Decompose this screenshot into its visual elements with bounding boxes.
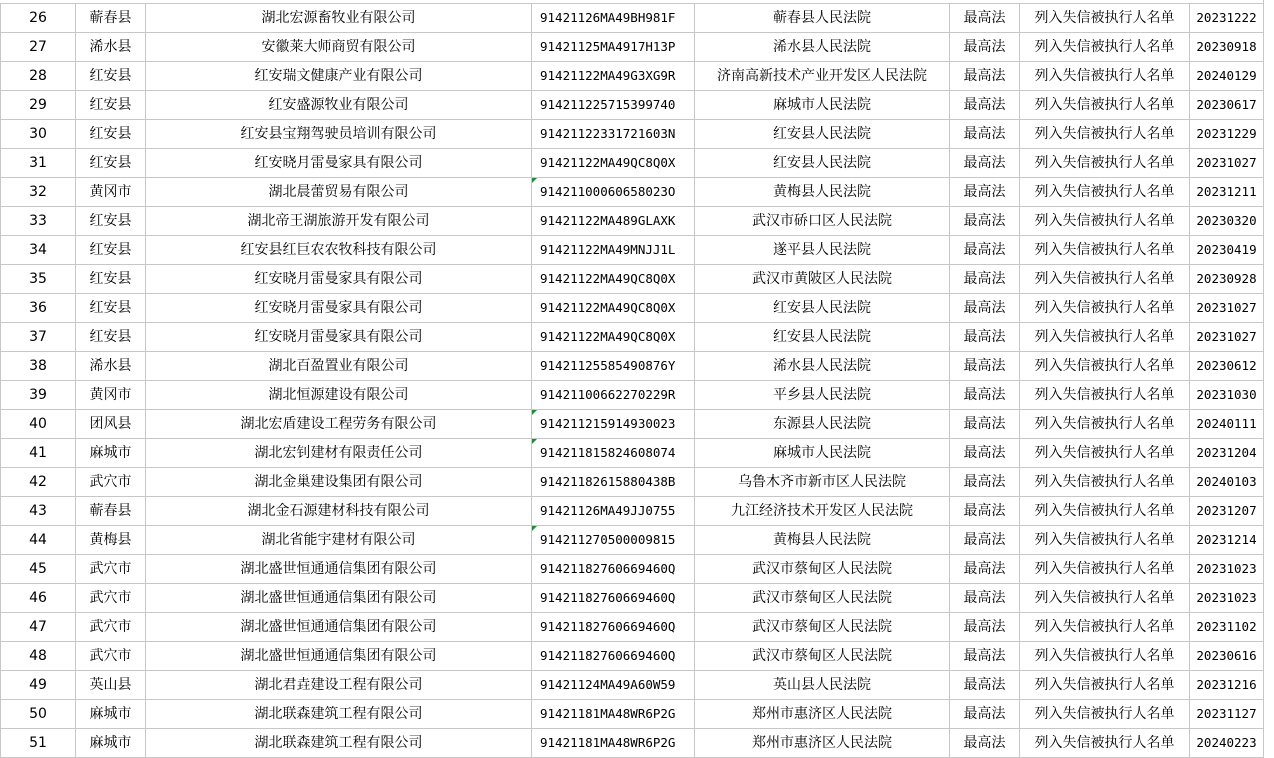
cell-credit-code[interactable]: 91421182760669460Q xyxy=(532,555,695,584)
cell-row-number[interactable]: 32 xyxy=(1,178,76,207)
table-row xyxy=(1,642,1264,671)
cell-county[interactable]: 红安县 xyxy=(76,149,146,178)
cell-county[interactable]: 麻城市 xyxy=(76,700,146,729)
cell-date[interactable]: 20231023 xyxy=(1190,555,1264,584)
cell-county[interactable]: 红安县 xyxy=(76,207,146,236)
cell-court[interactable]: 麻城市人民法院 xyxy=(695,439,950,468)
cell-credit-code[interactable]: 914211270500009815 xyxy=(532,526,695,555)
cell-action[interactable]: 列入失信被执行人名单 xyxy=(1020,149,1190,178)
cell-credit-code[interactable]: 91421122MA49QC8Q0X xyxy=(532,149,695,178)
cell-credit-code[interactable]: 91421122MA49G3XG9R xyxy=(532,62,695,91)
cell-company-name[interactable]: 湖北盛世恒通通信集团有限公司 xyxy=(146,613,532,642)
table-row xyxy=(1,468,1264,497)
cell-credit-code[interactable]: 91421122MA489GLAXK xyxy=(532,207,695,236)
cell-county[interactable]: 红安县 xyxy=(76,120,146,149)
cell-credit-code[interactable]: 91421181MA48WR6P2G xyxy=(532,700,695,729)
cell-action[interactable]: 列入失信被执行人名单 xyxy=(1020,526,1190,555)
cell-county[interactable]: 武穴市 xyxy=(76,584,146,613)
cell-date[interactable]: 20230617 xyxy=(1190,91,1264,120)
cell-row-number[interactable]: 30 xyxy=(1,120,76,149)
cell-row-number[interactable]: 26 xyxy=(1,4,76,33)
cell-action[interactable]: 列入失信被执行人名单 xyxy=(1020,381,1190,410)
cell-court[interactable]: 蕲春县人民法院 xyxy=(695,4,950,33)
cell-county[interactable]: 浠水县 xyxy=(76,33,146,62)
cell-date[interactable]: 20231222 xyxy=(1190,4,1264,33)
cell-company-name[interactable]: 湖北宏源畜牧业有限公司 xyxy=(146,4,532,33)
cell-company-name[interactable]: 湖北联森建筑工程有限公司 xyxy=(146,700,532,729)
cell-county[interactable]: 蕲春县 xyxy=(76,4,146,33)
cell-row-number[interactable]: 39 xyxy=(1,381,76,410)
cell-level[interactable]: 最高法 xyxy=(950,4,1020,33)
cell-level[interactable]: 最高法 xyxy=(950,352,1020,381)
sheet-right-edge xyxy=(1263,0,1274,756)
cell-company-name[interactable]: 湖北省能宇建材有限公司 xyxy=(146,526,532,555)
cell-court[interactable]: 黄梅县人民法院 xyxy=(695,526,950,555)
cell-court[interactable]: 红安县人民法院 xyxy=(695,120,950,149)
cell-level[interactable]: 最高法 xyxy=(950,729,1020,758)
cell-company-name[interactable]: 湖北百盈置业有限公司 xyxy=(146,352,532,381)
cell-county[interactable]: 红安县 xyxy=(76,323,146,352)
cell-company-name[interactable]: 湖北盛世恒通通信集团有限公司 xyxy=(146,584,532,613)
cell-company-name[interactable]: 湖北金巢建设集团有限公司 xyxy=(146,468,532,497)
cell-credit-code[interactable]: 914211815824608074 xyxy=(532,439,695,468)
table-row xyxy=(1,352,1264,381)
cell-date[interactable]: 20230419 xyxy=(1190,236,1264,265)
cell-date[interactable]: 20230320 xyxy=(1190,207,1264,236)
cell-level[interactable]: 最高法 xyxy=(950,33,1020,62)
cell-date[interactable]: 20231027 xyxy=(1190,149,1264,178)
cell-date[interactable]: 20240111 xyxy=(1190,410,1264,439)
cell-level[interactable]: 最高法 xyxy=(950,265,1020,294)
cell-court[interactable]: 浠水县人民法院 xyxy=(695,33,950,62)
cell-action[interactable]: 列入失信被执行人名单 xyxy=(1020,236,1190,265)
cell-company-name[interactable]: 湖北盛世恒通通信集团有限公司 xyxy=(146,555,532,584)
cell-level[interactable]: 最高法 xyxy=(950,555,1020,584)
cell-court[interactable]: 武汉市硚口区人民法院 xyxy=(695,207,950,236)
cell-company-name[interactable]: 湖北金石源建材科技有限公司 xyxy=(146,497,532,526)
table-row xyxy=(1,4,1264,33)
cell-action[interactable]: 列入失信被执行人名单 xyxy=(1020,294,1190,323)
cell-action[interactable]: 列入失信被执行人名单 xyxy=(1020,729,1190,758)
table-row xyxy=(1,671,1264,700)
cell-row-number[interactable]: 35 xyxy=(1,265,76,294)
table-row xyxy=(1,178,1264,207)
cell-action[interactable]: 列入失信被执行人名单 xyxy=(1020,497,1190,526)
cell-row-number[interactable]: 33 xyxy=(1,207,76,236)
cell-action[interactable]: 列入失信被执行人名单 xyxy=(1020,439,1190,468)
cell-company-name[interactable]: 红安晓月雷曼家具有限公司 xyxy=(146,294,532,323)
cell-row-number[interactable]: 44 xyxy=(1,526,76,555)
cell-county[interactable]: 红安县 xyxy=(76,294,146,323)
cell-level[interactable]: 最高法 xyxy=(950,178,1020,207)
cell-level[interactable]: 最高法 xyxy=(950,323,1020,352)
cell-row-number[interactable]: 48 xyxy=(1,642,76,671)
cell-level[interactable]: 最高法 xyxy=(950,236,1020,265)
cell-row-number[interactable]: 37 xyxy=(1,323,76,352)
cell-company-name[interactable]: 红安县红巨农农牧科技有限公司 xyxy=(146,236,532,265)
cell-date[interactable]: 20240103 xyxy=(1190,468,1264,497)
table-row xyxy=(1,33,1264,62)
cell-company-name[interactable]: 红安盛源牧业有限公司 xyxy=(146,91,532,120)
cell-action[interactable]: 列入失信被执行人名单 xyxy=(1020,700,1190,729)
cell-court[interactable]: 武汉市蔡甸区人民法院 xyxy=(695,613,950,642)
cell-date[interactable]: 20231207 xyxy=(1190,497,1264,526)
cell-action[interactable]: 列入失信被执行人名单 xyxy=(1020,265,1190,294)
cell-level[interactable]: 最高法 xyxy=(950,120,1020,149)
cell-court[interactable]: 黄梅县人民法院 xyxy=(695,178,950,207)
cell-row-number[interactable]: 40 xyxy=(1,410,76,439)
table-row xyxy=(1,700,1264,729)
cell-court[interactable]: 济南高新技术产业开发区人民法院 xyxy=(695,62,950,91)
cell-credit-code[interactable]: 91421122MA49QC8Q0X xyxy=(532,323,695,352)
table-row xyxy=(1,526,1264,555)
cell-row-number[interactable]: 28 xyxy=(1,62,76,91)
cell-court[interactable]: 武汉市蔡甸区人民法院 xyxy=(695,642,950,671)
cell-row-number[interactable]: 29 xyxy=(1,91,76,120)
table-row xyxy=(1,294,1264,323)
cell-company-name[interactable]: 红安瑞文健康产业有限公司 xyxy=(146,62,532,91)
cell-court[interactable]: 英山县人民法院 xyxy=(695,671,950,700)
cell-level[interactable]: 最高法 xyxy=(950,381,1020,410)
cell-credit-code[interactable]: 91421181MA48WR6P2G xyxy=(532,729,695,758)
cell-action[interactable]: 列入失信被执行人名单 xyxy=(1020,178,1190,207)
cell-court[interactable]: 武汉市黄陂区人民法院 xyxy=(695,265,950,294)
cell-level[interactable]: 最高法 xyxy=(950,642,1020,671)
cell-row-number[interactable]: 34 xyxy=(1,236,76,265)
cell-action[interactable]: 列入失信被执行人名单 xyxy=(1020,33,1190,62)
cell-date[interactable]: 20240223 xyxy=(1190,729,1264,758)
cell-level[interactable]: 最高法 xyxy=(950,439,1020,468)
cell-court[interactable]: 红安县人民法院 xyxy=(695,149,950,178)
cell-level[interactable]: 最高法 xyxy=(950,526,1020,555)
table-row xyxy=(1,91,1264,120)
cell-court[interactable]: 九江经济技术开发区人民法院 xyxy=(695,497,950,526)
cell-court[interactable]: 平乡县人民法院 xyxy=(695,381,950,410)
cell-action[interactable]: 列入失信被执行人名单 xyxy=(1020,555,1190,584)
cell-county[interactable]: 武穴市 xyxy=(76,613,146,642)
cell-action[interactable]: 列入失信被执行人名单 xyxy=(1020,468,1190,497)
cell-date[interactable]: 20240129 xyxy=(1190,62,1264,91)
cell-level[interactable]: 最高法 xyxy=(950,700,1020,729)
cell-date[interactable]: 20231023 xyxy=(1190,584,1264,613)
cell-county[interactable]: 黄冈市 xyxy=(76,178,146,207)
table-row xyxy=(1,120,1264,149)
cell-level[interactable]: 最高法 xyxy=(950,207,1020,236)
cell-company-name[interactable]: 红安晓月雷曼家具有限公司 xyxy=(146,323,532,352)
cell-action[interactable]: 列入失信被执行人名单 xyxy=(1020,207,1190,236)
cell-level[interactable]: 最高法 xyxy=(950,410,1020,439)
table-row xyxy=(1,207,1264,236)
cell-level[interactable]: 最高法 xyxy=(950,468,1020,497)
cell-row-number[interactable]: 38 xyxy=(1,352,76,381)
cell-credit-code[interactable]: 91421100662270229R xyxy=(532,381,695,410)
cell-county[interactable]: 红安县 xyxy=(76,62,146,91)
cell-row-number[interactable]: 41 xyxy=(1,439,76,468)
cell-county[interactable]: 黄冈市 xyxy=(76,381,146,410)
table-row xyxy=(1,265,1264,294)
cell-county[interactable]: 武穴市 xyxy=(76,555,146,584)
cell-court[interactable]: 武汉市蔡甸区人民法院 xyxy=(695,584,950,613)
cell-row-number[interactable]: 51 xyxy=(1,729,76,758)
cell-credit-code[interactable]: 91421125MA4917H13P xyxy=(532,33,695,62)
cell-county[interactable]: 武穴市 xyxy=(76,468,146,497)
cell-level[interactable]: 最高法 xyxy=(950,91,1020,120)
table-row xyxy=(1,381,1264,410)
table-row xyxy=(1,613,1264,642)
cell-date[interactable]: 20231216 xyxy=(1190,671,1264,700)
cell-credit-code[interactable]: 91421122331721603N xyxy=(532,120,695,149)
cell-action[interactable]: 列入失信被执行人名单 xyxy=(1020,584,1190,613)
cell-company-name[interactable]: 湖北宏钊建材有限责任公司 xyxy=(146,439,532,468)
cell-court[interactable]: 武汉市蔡甸区人民法院 xyxy=(695,555,950,584)
cell-court[interactable]: 麻城市人民法院 xyxy=(695,91,950,120)
cell-row-number[interactable]: 47 xyxy=(1,613,76,642)
cell-level[interactable]: 最高法 xyxy=(950,613,1020,642)
cell-company-name[interactable]: 湖北宏盾建设工程劳务有限公司 xyxy=(146,410,532,439)
cell-date[interactable]: 20231027 xyxy=(1190,294,1264,323)
cell-company-name[interactable]: 安徽莱大师商贸有限公司 xyxy=(146,33,532,62)
cell-credit-code[interactable]: 914211215914930023 xyxy=(532,410,695,439)
cell-action[interactable]: 列入失信被执行人名单 xyxy=(1020,410,1190,439)
cell-company-name[interactable]: 湖北联森建筑工程有限公司 xyxy=(146,729,532,758)
cell-date[interactable]: 20230612 xyxy=(1190,352,1264,381)
cell-court[interactable]: 郑州市惠济区人民法院 xyxy=(695,700,950,729)
cell-date[interactable]: 20231102 xyxy=(1190,613,1264,642)
cell-county[interactable]: 浠水县 xyxy=(76,352,146,381)
cell-county[interactable]: 红安县 xyxy=(76,91,146,120)
table-row xyxy=(1,584,1264,613)
cell-level[interactable]: 最高法 xyxy=(950,584,1020,613)
cell-row-number[interactable]: 50 xyxy=(1,700,76,729)
cell-credit-code[interactable]: 91421182760669460Q xyxy=(532,613,695,642)
cell-action[interactable]: 列入失信被执行人名单 xyxy=(1020,91,1190,120)
cell-date[interactable]: 20231127 xyxy=(1190,700,1264,729)
cell-date[interactable]: 20231204 xyxy=(1190,439,1264,468)
table-row xyxy=(1,323,1264,352)
cell-level[interactable]: 最高法 xyxy=(950,294,1020,323)
table-row xyxy=(1,555,1264,584)
cell-court[interactable]: 郑州市惠济区人民法院 xyxy=(695,729,950,758)
cell-date[interactable]: 20231027 xyxy=(1190,323,1264,352)
cell-action[interactable]: 列入失信被执行人名单 xyxy=(1020,62,1190,91)
cell-company-name[interactable]: 红安晓月雷曼家具有限公司 xyxy=(146,149,532,178)
cell-row-number[interactable]: 27 xyxy=(1,33,76,62)
cell-credit-code[interactable]: 91421126MA49BH981F xyxy=(532,4,695,33)
cell-court[interactable]: 东源县人民法院 xyxy=(695,410,950,439)
table-row xyxy=(1,236,1264,265)
cell-date[interactable]: 20231229 xyxy=(1190,120,1264,149)
cell-county[interactable]: 麻城市 xyxy=(76,439,146,468)
cell-credit-code[interactable]: 914211225715399740 xyxy=(532,91,695,120)
cell-date[interactable]: 20231211 xyxy=(1190,178,1264,207)
cell-court[interactable]: 乌鲁木齐市新市区人民法院 xyxy=(695,468,950,497)
cell-county[interactable]: 团风县 xyxy=(76,410,146,439)
cell-level[interactable]: 最高法 xyxy=(950,497,1020,526)
cell-date[interactable]: 20230918 xyxy=(1190,33,1264,62)
cell-action[interactable]: 列入失信被执行人名单 xyxy=(1020,4,1190,33)
cell-court[interactable]: 浠水县人民法院 xyxy=(695,352,950,381)
cell-date[interactable]: 20230616 xyxy=(1190,642,1264,671)
table-row xyxy=(1,439,1264,468)
cell-level[interactable]: 最高法 xyxy=(950,671,1020,700)
cell-credit-code[interactable]: 91421182760669460Q xyxy=(532,642,695,671)
cell-credit-code[interactable]: 91421100060658023O xyxy=(532,178,695,207)
cell-row-number[interactable]: 46 xyxy=(1,584,76,613)
cell-county[interactable]: 蕲春县 xyxy=(76,497,146,526)
cell-court[interactable]: 红安县人民法院 xyxy=(695,323,950,352)
cell-action[interactable]: 列入失信被执行人名单 xyxy=(1020,642,1190,671)
cell-row-number[interactable]: 31 xyxy=(1,149,76,178)
cell-company-name[interactable]: 红安县宝翔驾驶员培训有限公司 xyxy=(146,120,532,149)
cell-row-number[interactable]: 43 xyxy=(1,497,76,526)
table-row xyxy=(1,149,1264,178)
cell-action[interactable]: 列入失信被执行人名单 xyxy=(1020,613,1190,642)
cell-date[interactable]: 20231030 xyxy=(1190,381,1264,410)
cell-action[interactable]: 列入失信被执行人名单 xyxy=(1020,323,1190,352)
spreadsheet-table xyxy=(0,3,1264,758)
table-row xyxy=(1,62,1264,91)
cell-county[interactable]: 红安县 xyxy=(76,265,146,294)
cell-credit-code[interactable]: 91421125585490876Y xyxy=(532,352,695,381)
cell-county[interactable]: 武穴市 xyxy=(76,642,146,671)
cell-credit-code[interactable]: 91421122MA49MNJJ1L xyxy=(532,236,695,265)
cell-county[interactable]: 黄梅县 xyxy=(76,526,146,555)
cell-company-name[interactable]: 湖北帝王湖旅游开发有限公司 xyxy=(146,207,532,236)
cell-date[interactable]: 20231214 xyxy=(1190,526,1264,555)
cell-county[interactable]: 英山县 xyxy=(76,671,146,700)
table-row xyxy=(1,497,1264,526)
cell-date[interactable]: 20230928 xyxy=(1190,265,1264,294)
cell-court[interactable]: 遂平县人民法院 xyxy=(695,236,950,265)
cell-credit-code[interactable]: 91421122MA49QC8Q0X xyxy=(532,294,695,323)
cell-action[interactable]: 列入失信被执行人名单 xyxy=(1020,120,1190,149)
cell-level[interactable]: 最高法 xyxy=(950,62,1020,91)
cell-row-number[interactable]: 45 xyxy=(1,555,76,584)
cell-company-name[interactable]: 湖北恒源建设有限公司 xyxy=(146,381,532,410)
cell-company-name[interactable]: 湖北君垚建设工程有限公司 xyxy=(146,671,532,700)
table-row xyxy=(1,729,1264,758)
cell-row-number[interactable]: 49 xyxy=(1,671,76,700)
cell-credit-code[interactable]: 91421182615880438B xyxy=(532,468,695,497)
cell-county[interactable]: 麻城市 xyxy=(76,729,146,758)
table-row xyxy=(1,410,1264,439)
cell-company-name[interactable]: 湖北晨蕾贸易有限公司 xyxy=(146,178,532,207)
cell-credit-code[interactable]: 91421122MA49QC8Q0X xyxy=(532,265,695,294)
cell-row-number[interactable]: 42 xyxy=(1,468,76,497)
cell-row-number[interactable]: 36 xyxy=(1,294,76,323)
cell-company-name[interactable]: 湖北盛世恒通通信集团有限公司 xyxy=(146,642,532,671)
cell-court[interactable]: 红安县人民法院 xyxy=(695,294,950,323)
cell-company-name[interactable]: 红安晓月雷曼家具有限公司 xyxy=(146,265,532,294)
cell-credit-code[interactable]: 91421126MA49JJ0755 xyxy=(532,497,695,526)
cell-action[interactable]: 列入失信被执行人名单 xyxy=(1020,352,1190,381)
cell-level[interactable]: 最高法 xyxy=(950,149,1020,178)
cell-credit-code[interactable]: 91421182760669460Q xyxy=(532,584,695,613)
cell-action[interactable]: 列入失信被执行人名单 xyxy=(1020,671,1190,700)
cell-credit-code[interactable]: 91421124MA49A60W59 xyxy=(532,671,695,700)
cell-county[interactable]: 红安县 xyxy=(76,236,146,265)
